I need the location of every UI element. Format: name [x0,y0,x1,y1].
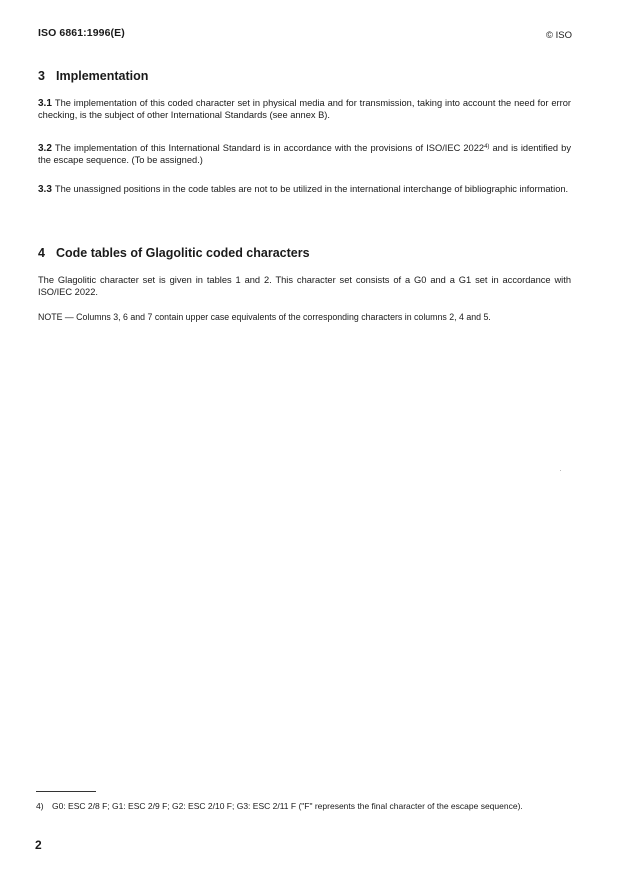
section-4-heading [38,246,310,260]
clause-number: 3.1 [38,98,52,109]
section-number: 3 [38,69,45,83]
clause-text: The implementation of this coded character set in physical media and for transmission, taking into account the need for error checking, is the subject of other International Standards (see annex B). [38,98,571,120]
section-title: Code tables of Glagolitic coded characters [56,246,310,260]
paragraph-4: The Glagolitic character set is given in tables 1 and 2. This character set consists of a G0 and a G1 set in accordance with ISO/IEC 2022. [38,275,571,297]
clause-number: 3.3 [38,184,52,195]
document-header-copyright: © ISO [545,30,572,41]
footnote [36,801,523,811]
clause-text: The implementation of this International Standard is in accordance with the provisions of ISO/IEC 2022 [54,143,485,153]
paragraph-3-3 [38,184,571,196]
section-title: Implementation [56,69,149,83]
clause-number: 3.2 [38,143,52,154]
document-header-standard: ISO 6861:1996(E) [38,27,125,39]
paragraph-3-1 [38,98,571,121]
footnote-reference: 4) [484,144,490,150]
footnote-divider [36,791,96,792]
section-3-heading [38,69,148,83]
footnote-text: G0: ESC 2/8 F; G1: ESC 2/9 F; G2: ESC 2/10 F; G3: ESC 2/11 F ("F" represents the final character of the escape sequence). [52,801,523,811]
paragraph-3-2 [38,143,571,166]
footnote-mark: 4) [36,801,44,811]
clause-text: The unassigned positions in the code tables are not to be utilized in the international interchange of bibliographic information. [54,184,569,194]
scan-speck [560,470,561,471]
page-number: 2 [35,838,42,852]
clause-text-continued: and is identified by the escape sequence. (To be assigned.) [38,143,571,165]
section-number: 4 [38,246,45,260]
note: NOTE — Columns 3, 6 and 7 contain upper case equivalents of the corresponding characters in columns 2, 4 and 5. [38,312,491,322]
